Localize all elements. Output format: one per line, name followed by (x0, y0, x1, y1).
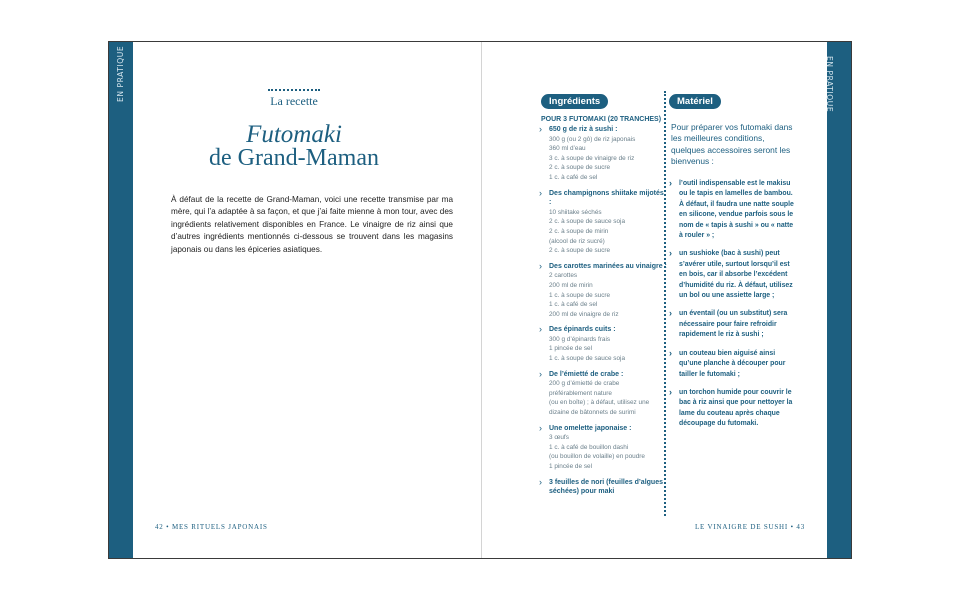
serving-line: POUR 3 FUTOMAKI (20 TRANCHES) (541, 116, 662, 123)
ingredient-heading: › 650 g de riz à sushi : (549, 126, 618, 133)
ingredient-line: 1 c. à café de sel (549, 173, 598, 181)
materiel-item: › un sushioke (bac à sushi) peut s’avérer utile, surtout lorsqu’il est en bois, car il absorbe l’excédent d’humidité du riz. À défaut, utilisez un bol ou une assiette large ; (667, 249, 797, 301)
ingredient-line: préférablement nature (549, 389, 612, 397)
ingredient-line: 10 shiitake séchés (549, 208, 602, 216)
materiel-item: › un torchon humide pour couvrir le bac à riz ainsi que pour nettoyer la lame du couteau après chaque découpage du futomaki. (667, 388, 797, 430)
ingredient-heading: › 3 feuilles de nori (feuilles d’algues séchées) pour maki (549, 478, 663, 496)
ingredient-line: 2 c. à soupe de sucre (549, 247, 611, 255)
ingredient-line: dizaine de bâtonnets de surimi (549, 409, 636, 417)
left-folio: 42 • MES RITUELS JAPONAIS (155, 523, 268, 531)
right-side-band (827, 42, 851, 558)
ingredient-line: 300 g (ou 2 gô) de riz japonais (549, 135, 636, 143)
materiel-item: › un couteau bien aiguisé ainsi qu’une planche à découper pour tailler le futomaki ; (667, 349, 797, 380)
ingredient-item (537, 125, 667, 183)
kicker-dotted-rule (268, 89, 320, 91)
ingredient-line: 2 c. à soupe de sauce soja (549, 218, 626, 226)
materiel-heading: Matériel (669, 94, 721, 109)
right-folio: LE VINAIGRE DE SUSHI • 43 (694, 523, 805, 531)
ingredient-line: 300 g d’épinards frais (549, 335, 611, 343)
ingredient-line: 3 œufs (549, 434, 569, 442)
ingredient-item (537, 424, 667, 472)
left-side-band (109, 42, 133, 558)
ingredient-item (537, 262, 667, 320)
ingredient-heading: › Des carottes marinées au vinaigre : (549, 262, 667, 270)
ingredient-line: (ou bouillon de volaille) en poudre (549, 453, 645, 461)
ingredient-line: 1 c. à café de bouillon dashi (549, 443, 629, 451)
ingredient-line: 1 pincée de sel (549, 463, 592, 470)
ingredient-line: 2 carottes (549, 272, 578, 280)
ingredient-line: (ou en boîte) ; à défaut, utilisez une (549, 399, 650, 407)
ingredients-heading: Ingrédients (541, 94, 608, 109)
materiel-item: › un éventail (ou un substitut) sera nécessaire pour faire refroidir rapidement le riz à sushi ; (667, 309, 797, 340)
materiel-list (667, 179, 797, 438)
ingredient-heading: › Des épinards cuits : (549, 326, 616, 334)
recipe-title-line1: Futomaki (246, 121, 342, 148)
page-gutter (481, 42, 482, 558)
ingredient-line: (alcool de riz sucré) (549, 237, 605, 245)
ingredient-line: 2 c. à soupe de sucre (549, 164, 611, 172)
book-spread (108, 41, 852, 559)
ingredient-heading: › Des champignons shiitake mijotés : (549, 189, 664, 207)
ingredient-heading: › Une omelette japonaise : (549, 424, 632, 432)
intro-paragraph: À défaut de la recette de Grand-Maman, voici une recette transmise par ma mère, qui l’a adaptée à sa façon, et que j’ai faite mienne à mon tour, avec des ingrédients relativement disponibles en France. Le vinaigre de riz ainsi que d’autres ingrédients mentionnés ci-dessous se trouvent dans les magasins japonais ou dans les épiceries asiatiques. (171, 195, 453, 254)
ingredient-heading: › De l’émietté de crabe : (549, 370, 624, 378)
ingredient-line: 200 g d’émietté de crabe (549, 380, 620, 388)
ingredient-line: 1 c. à soupe de sauce soja (549, 355, 626, 363)
ingredient-item (537, 478, 667, 497)
ingredient-line: 1 c. à café de sel (549, 301, 598, 309)
recipe-title-line2: de Grand-Maman (209, 145, 379, 171)
materiel-intro: Pour préparer vos futomaki dans les meilleures conditions, quelques accessoires seront les bienvenus : (671, 122, 793, 167)
ingredient-line: 1 c. à soupe de sucre (549, 291, 611, 299)
ingredient-line: 2 c. à soupe de mirin (549, 227, 609, 235)
right-band-label: EN PRATIQUE (825, 56, 834, 113)
ingredient-item (537, 189, 667, 256)
materiel-item: › l’outil indispensable est le makisu ou le tapis en lamelles de bambou. À défaut, il faudra une natte souple en silicone, vendue parfois sous le nom de « tapis à sushi » ou « natte à rouler » ; (667, 179, 797, 241)
ingredient-line: 200 ml de vinaigre de riz (549, 310, 619, 318)
left-band-label: EN PRATIQUE (116, 45, 125, 102)
ingredient-line: 200 ml de mirin (549, 281, 593, 289)
recipe-kicker: La recette (270, 94, 318, 108)
ingredients-list (537, 125, 667, 503)
ingredient-item (537, 370, 667, 418)
ingredient-line: 3 c. à soupe de vinaigre de riz (549, 154, 635, 162)
ingredient-line: 360 ml d’eau (549, 145, 586, 153)
ingredient-item (537, 325, 667, 363)
ingredient-line: 1 pincée de sel (549, 345, 592, 353)
